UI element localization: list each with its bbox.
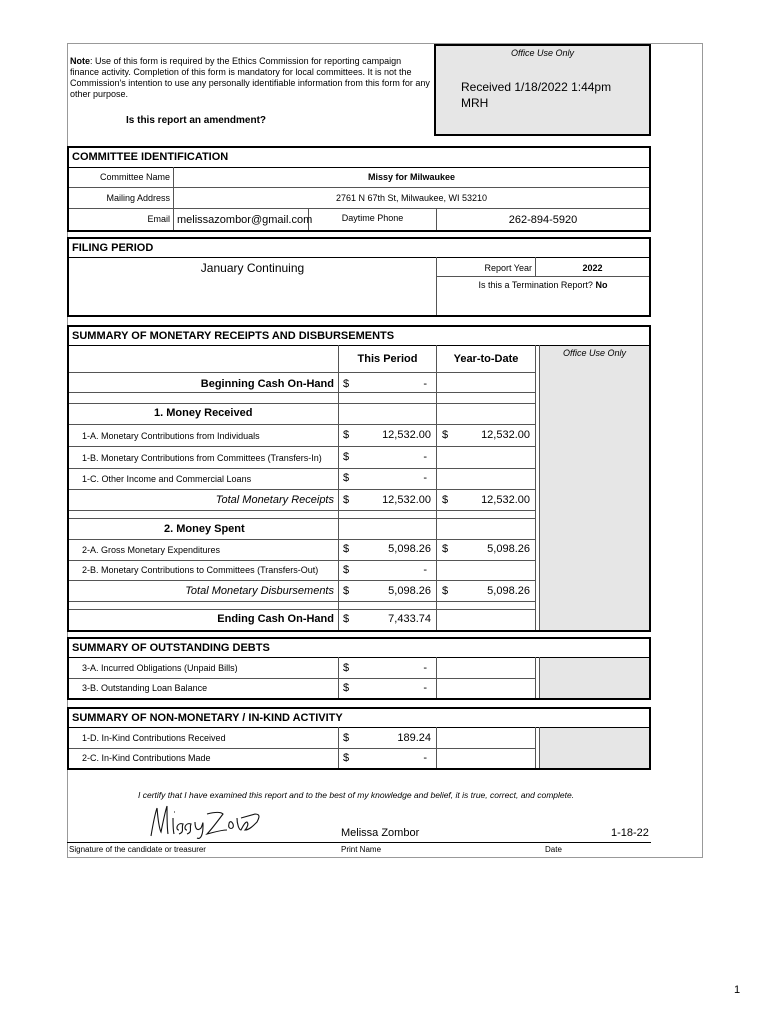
row-2b-label: 2-B. Monetary Contributions to Committees (Transfers-Out) <box>82 565 319 575</box>
dollar-sign: $ <box>343 543 350 555</box>
beginning-cash-label: Beginning Cash On-Hand <box>200 378 334 390</box>
row-2c-label: 2-C. In-Kind Contributions Made <box>82 753 211 763</box>
row-3a-label: 3-A. Incurred Obligations (Unpaid Bills) <box>82 663 238 673</box>
debts-section <box>67 637 651 700</box>
office-use-label: Office Use Only <box>510 48 575 58</box>
dollar-sign: $ <box>343 429 350 441</box>
dollar-sign: $ <box>442 429 449 441</box>
inkind-title: SUMMARY OF NON-MONETARY / IN-KIND ACTIVITY <box>72 712 343 724</box>
row-1c-label: 1-C. Other Income and Commercial Loans <box>82 474 252 484</box>
mailing-address: 2761 N 67th St, Milwaukee, WI 53210 <box>335 193 488 203</box>
dollar-sign: $ <box>343 752 350 764</box>
monetary-summary-title: SUMMARY OF MONETARY RECEIPTS AND DISBURSEMENTS <box>72 330 395 342</box>
dollar-sign: $ <box>343 662 350 674</box>
col-this-period: This Period <box>357 353 418 365</box>
report-year-label: Report Year <box>484 263 532 273</box>
committee-name-label: Committee Name <box>99 172 170 182</box>
row-3b-value: - <box>423 682 427 694</box>
total-disbursements-ytd: 5,098.26 <box>487 585 530 597</box>
committee-name: Missy for Milwaukee <box>367 172 456 182</box>
dollar-sign: $ <box>343 494 350 506</box>
dollar-sign: $ <box>343 613 350 625</box>
date-value: 1-18-22 <box>611 827 649 839</box>
row-2c-value: - <box>423 752 427 764</box>
dollar-sign: $ <box>442 494 449 506</box>
dollar-sign: $ <box>343 564 350 576</box>
office-use-box <box>434 44 651 136</box>
row-3a-value: - <box>423 662 427 674</box>
row-1b-period: - <box>423 451 427 463</box>
certification-text: I certify that I have examined this report and to the best of my knowledge and belief, it is true, correct, and complete. <box>138 790 575 800</box>
money-spent-heading: 2. Money Spent <box>164 523 245 535</box>
row-1d-value: 189.24 <box>397 732 431 744</box>
total-receipts-period: 12,532.00 <box>382 494 431 506</box>
summary-office-use-label: Office Use Only <box>562 348 627 358</box>
termination-question: Is this a Termination Report? No <box>478 280 608 290</box>
filing-title: FILING PERIOD <box>72 242 154 254</box>
ending-cash-period: 7,433.74 <box>388 613 431 625</box>
dollar-sign: $ <box>343 732 350 744</box>
signature <box>145 800 265 842</box>
amendment-question: Is this report an amendment? <box>126 115 267 126</box>
row-1b-label: 1-B. Monetary Contributions from Committees (Transfers-In) <box>82 453 322 463</box>
print-name-value: Melissa Zombor <box>341 827 420 839</box>
row-2a-ytd: 5,098.26 <box>487 543 530 555</box>
ending-cash-label: Ending Cash On-Hand <box>217 613 334 625</box>
phone-label: Daytime Phone <box>341 213 404 223</box>
beginning-cash-period: - <box>423 378 427 390</box>
filing-section <box>67 237 651 317</box>
dollar-sign: $ <box>343 472 350 484</box>
row-1a-ytd: 12,532.00 <box>481 429 530 441</box>
row-1a-period: 12,532.00 <box>382 429 431 441</box>
mailing-address-label: Mailing Address <box>106 193 170 203</box>
received-initials: MRH <box>461 96 489 110</box>
signature-label: Signature of the candidate or treasurer <box>69 845 206 854</box>
dollar-sign: $ <box>343 378 350 390</box>
note-text: Note: Use of this form is required by the Ethics Commission for reporting campaign finance activity. Completion of this form is mandatory for local committees. It is not the Commission's intention to use any personally identifiable information from this form for any other purpose. <box>70 56 430 99</box>
total-receipts-ytd: 12,532.00 <box>481 494 530 506</box>
print-name-label: Print Name <box>341 845 382 854</box>
total-disbursements-label: Total Monetary Disbursements <box>185 585 334 597</box>
report-year: 2022 <box>582 263 603 273</box>
email-label: Email <box>147 214 170 224</box>
date-label: Date <box>545 845 562 854</box>
inkind-section <box>67 707 651 770</box>
total-disbursements-period: 5,098.26 <box>388 585 431 597</box>
page-number: 1 <box>734 984 741 996</box>
committee-section <box>67 146 651 232</box>
total-receipts-label: Total Monetary Receipts <box>215 494 334 506</box>
dollar-sign: $ <box>343 585 350 597</box>
filing-period-value: January Continuing <box>200 261 305 275</box>
dollar-sign: $ <box>442 585 449 597</box>
committee-title: COMMITTEE IDENTIFICATION <box>72 151 229 163</box>
money-received-heading: 1. Money Received <box>154 407 253 419</box>
col-year-to-date: Year-to-Date <box>453 353 519 365</box>
row-2a-label: 2-A. Gross Monetary Expenditures <box>82 545 221 555</box>
phone-value: 262-894-5920 <box>508 214 578 226</box>
row-2a-period: 5,098.26 <box>388 543 431 555</box>
row-3b-label: 3-B. Outstanding Loan Balance <box>82 683 208 693</box>
row-1c-period: - <box>423 472 427 484</box>
received-stamp: Received 1/18/2022 1:44pm <box>461 80 612 94</box>
row-1a-label: 1-A. Monetary Contributions from Individuals <box>82 431 260 441</box>
row-1d-label: 1-D. In-Kind Contributions Received <box>82 733 226 743</box>
debts-title: SUMMARY OF OUTSTANDING DEBTS <box>72 642 270 654</box>
monetary-summary-section <box>67 325 651 632</box>
email-value: melissazombor@gmail.com <box>177 214 313 226</box>
dollar-sign: $ <box>343 451 350 463</box>
row-2b-period: - <box>423 564 427 576</box>
dollar-sign: $ <box>343 682 350 694</box>
dollar-sign: $ <box>442 543 449 555</box>
